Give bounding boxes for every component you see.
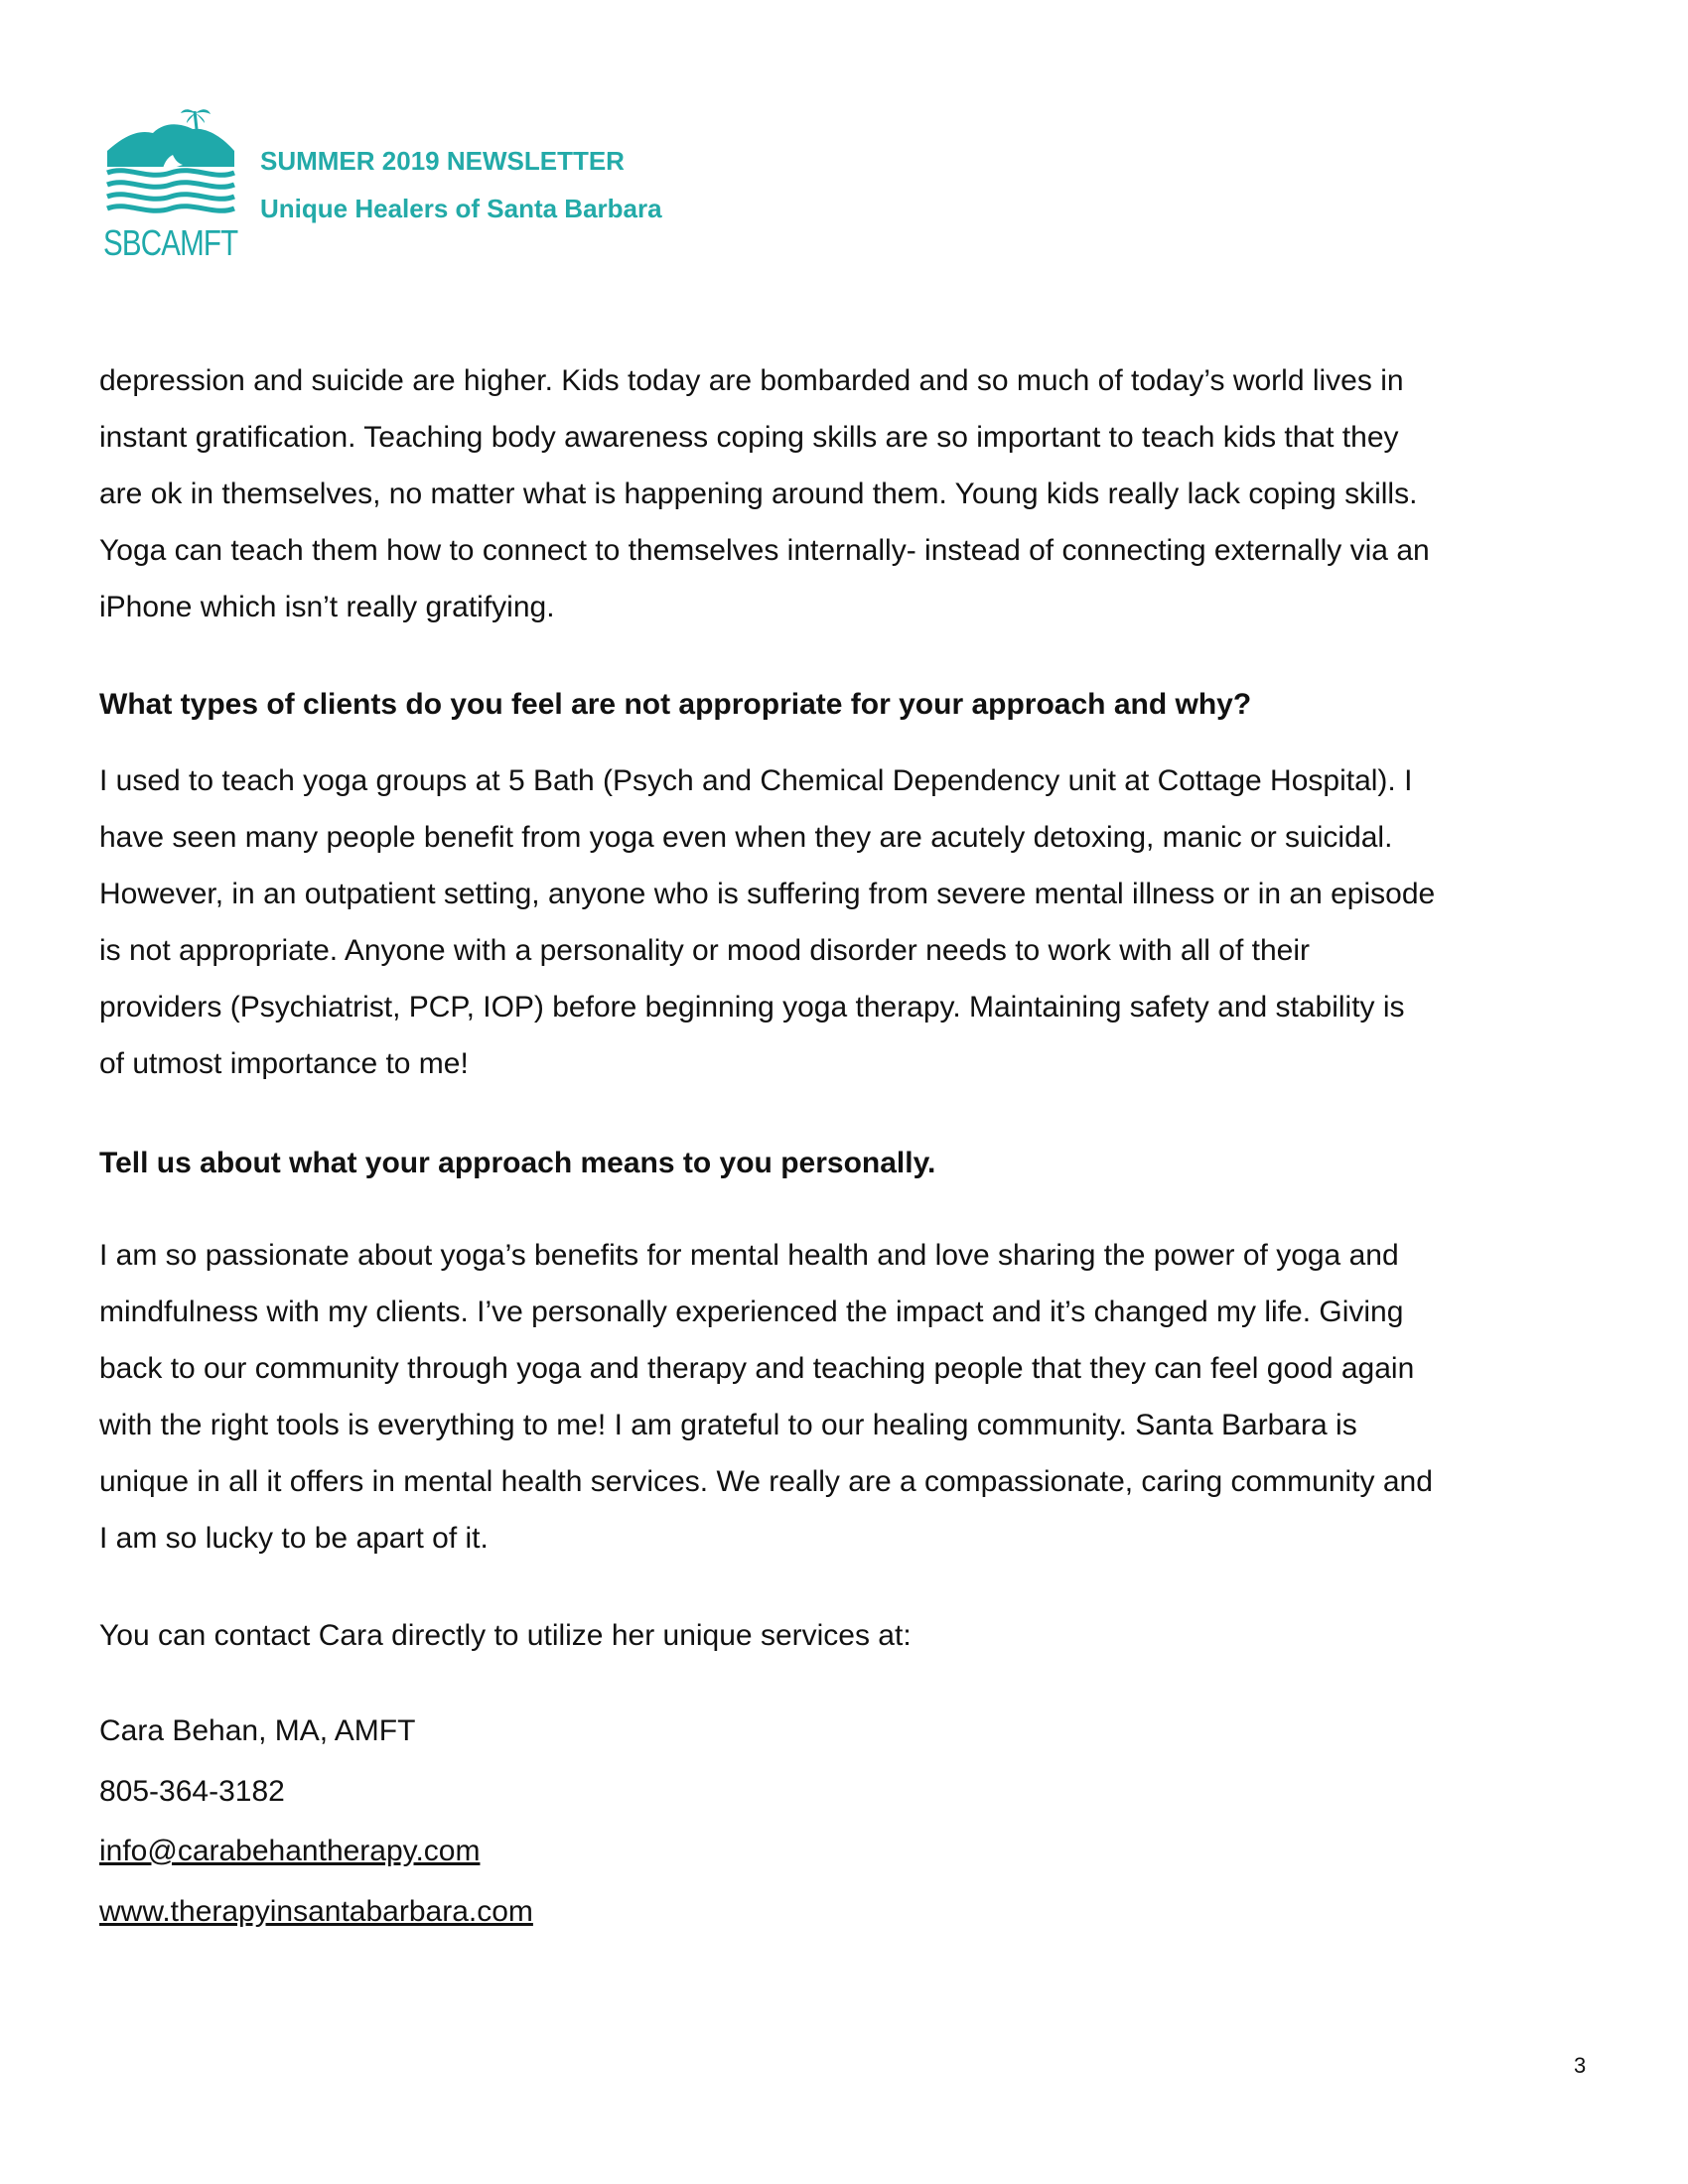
paragraph-line: back to our community through yoga and therapy and teaching people that they can feel good again (99, 1352, 1415, 1385)
paragraph-personal-answer (99, 1227, 1609, 1567)
contact-phone: 805-364-3182 (99, 1775, 285, 1808)
paragraph-line: unique in all it offers in mental health services. We really are a compassionate, caring community and (99, 1465, 1433, 1498)
paragraph-line: providers (Psychiatrist, PCP, IOP) before beginning yoga therapy. Maintaining safety and stability is (99, 991, 1405, 1024)
contact-website-row (99, 1892, 1609, 1932)
paragraph-line: I am so passionate about yoga’s benefits for mental health and love sharing the power of yoga and (99, 1239, 1399, 1272)
contact-website-link[interactable]: www.therapyinsantabarbara.com (99, 1895, 533, 1928)
paragraph-intro (99, 352, 1609, 635)
page-number: 3 (1574, 2053, 1587, 2078)
paragraph-line: with the right tools is everything to me! I am grateful to our healing community. Santa Barbara is (99, 1409, 1357, 1441)
logo-wordmark: SBCAMFT (103, 222, 238, 263)
sbcamft-logo (103, 107, 238, 263)
paragraph-line: are ok in themselves, no matter what is happening around them. Young kids really lack coping skills. (99, 478, 1418, 510)
newsletter-subtitle: Unique Healers of Santa Barbara (260, 194, 662, 223)
contact-email-link[interactable]: info@carabehantherapy.com (99, 1835, 481, 1867)
paragraph-line: depression and suicide are higher. Kids today are bombarded and so much of today’s world lives in (99, 364, 1404, 397)
paragraph-line: Yoga can teach them how to connect to themselves internally- instead of connecting externally via an (99, 534, 1430, 567)
paragraph-line: of utmost importance to me! (99, 1047, 469, 1080)
question-heading-personal: Tell us about what your approach means to you personally. (99, 1147, 936, 1179)
paragraph-line: iPhone which isn’t really gratifying. (99, 591, 555, 623)
question-heading-clients: What types of clients do you feel are not appropriate for your approach and why? (99, 688, 1252, 721)
paragraph-clients-answer (99, 752, 1609, 1092)
contact-name: Cara Behan, MA, AMFT (99, 1714, 416, 1747)
paragraph-line: I used to teach yoga groups at 5 Bath (Psych and Chemical Dependency unit at Cottage Hospital). I (99, 764, 1413, 797)
paragraph-line: I am so lucky to be apart of it. (99, 1522, 489, 1555)
paragraph-line: However, in an outpatient setting, anyone who is suffering from severe mental illness or in an episode (99, 878, 1436, 910)
contact-intro: You can contact Cara directly to utilize her unique services at: (99, 1619, 912, 1652)
newsletter-title: SUMMER 2019 NEWSLETTER (260, 146, 625, 176)
island-waves-logo-icon (103, 107, 238, 222)
contact-email-row (99, 1832, 1609, 1871)
paragraph-line: mindfulness with my clients. I’ve personally experienced the impact and it’s changed my life. Giving (99, 1296, 1404, 1328)
paragraph-line: instant gratification. Teaching body awareness coping skills are so important to teach kids that they (99, 421, 1399, 454)
paragraph-line: have seen many people benefit from yoga even when they are acutely detoxing, manic or suicidal. (99, 821, 1393, 854)
paragraph-line: is not appropriate. Anyone with a personality or mood disorder needs to work with all of their (99, 934, 1310, 967)
